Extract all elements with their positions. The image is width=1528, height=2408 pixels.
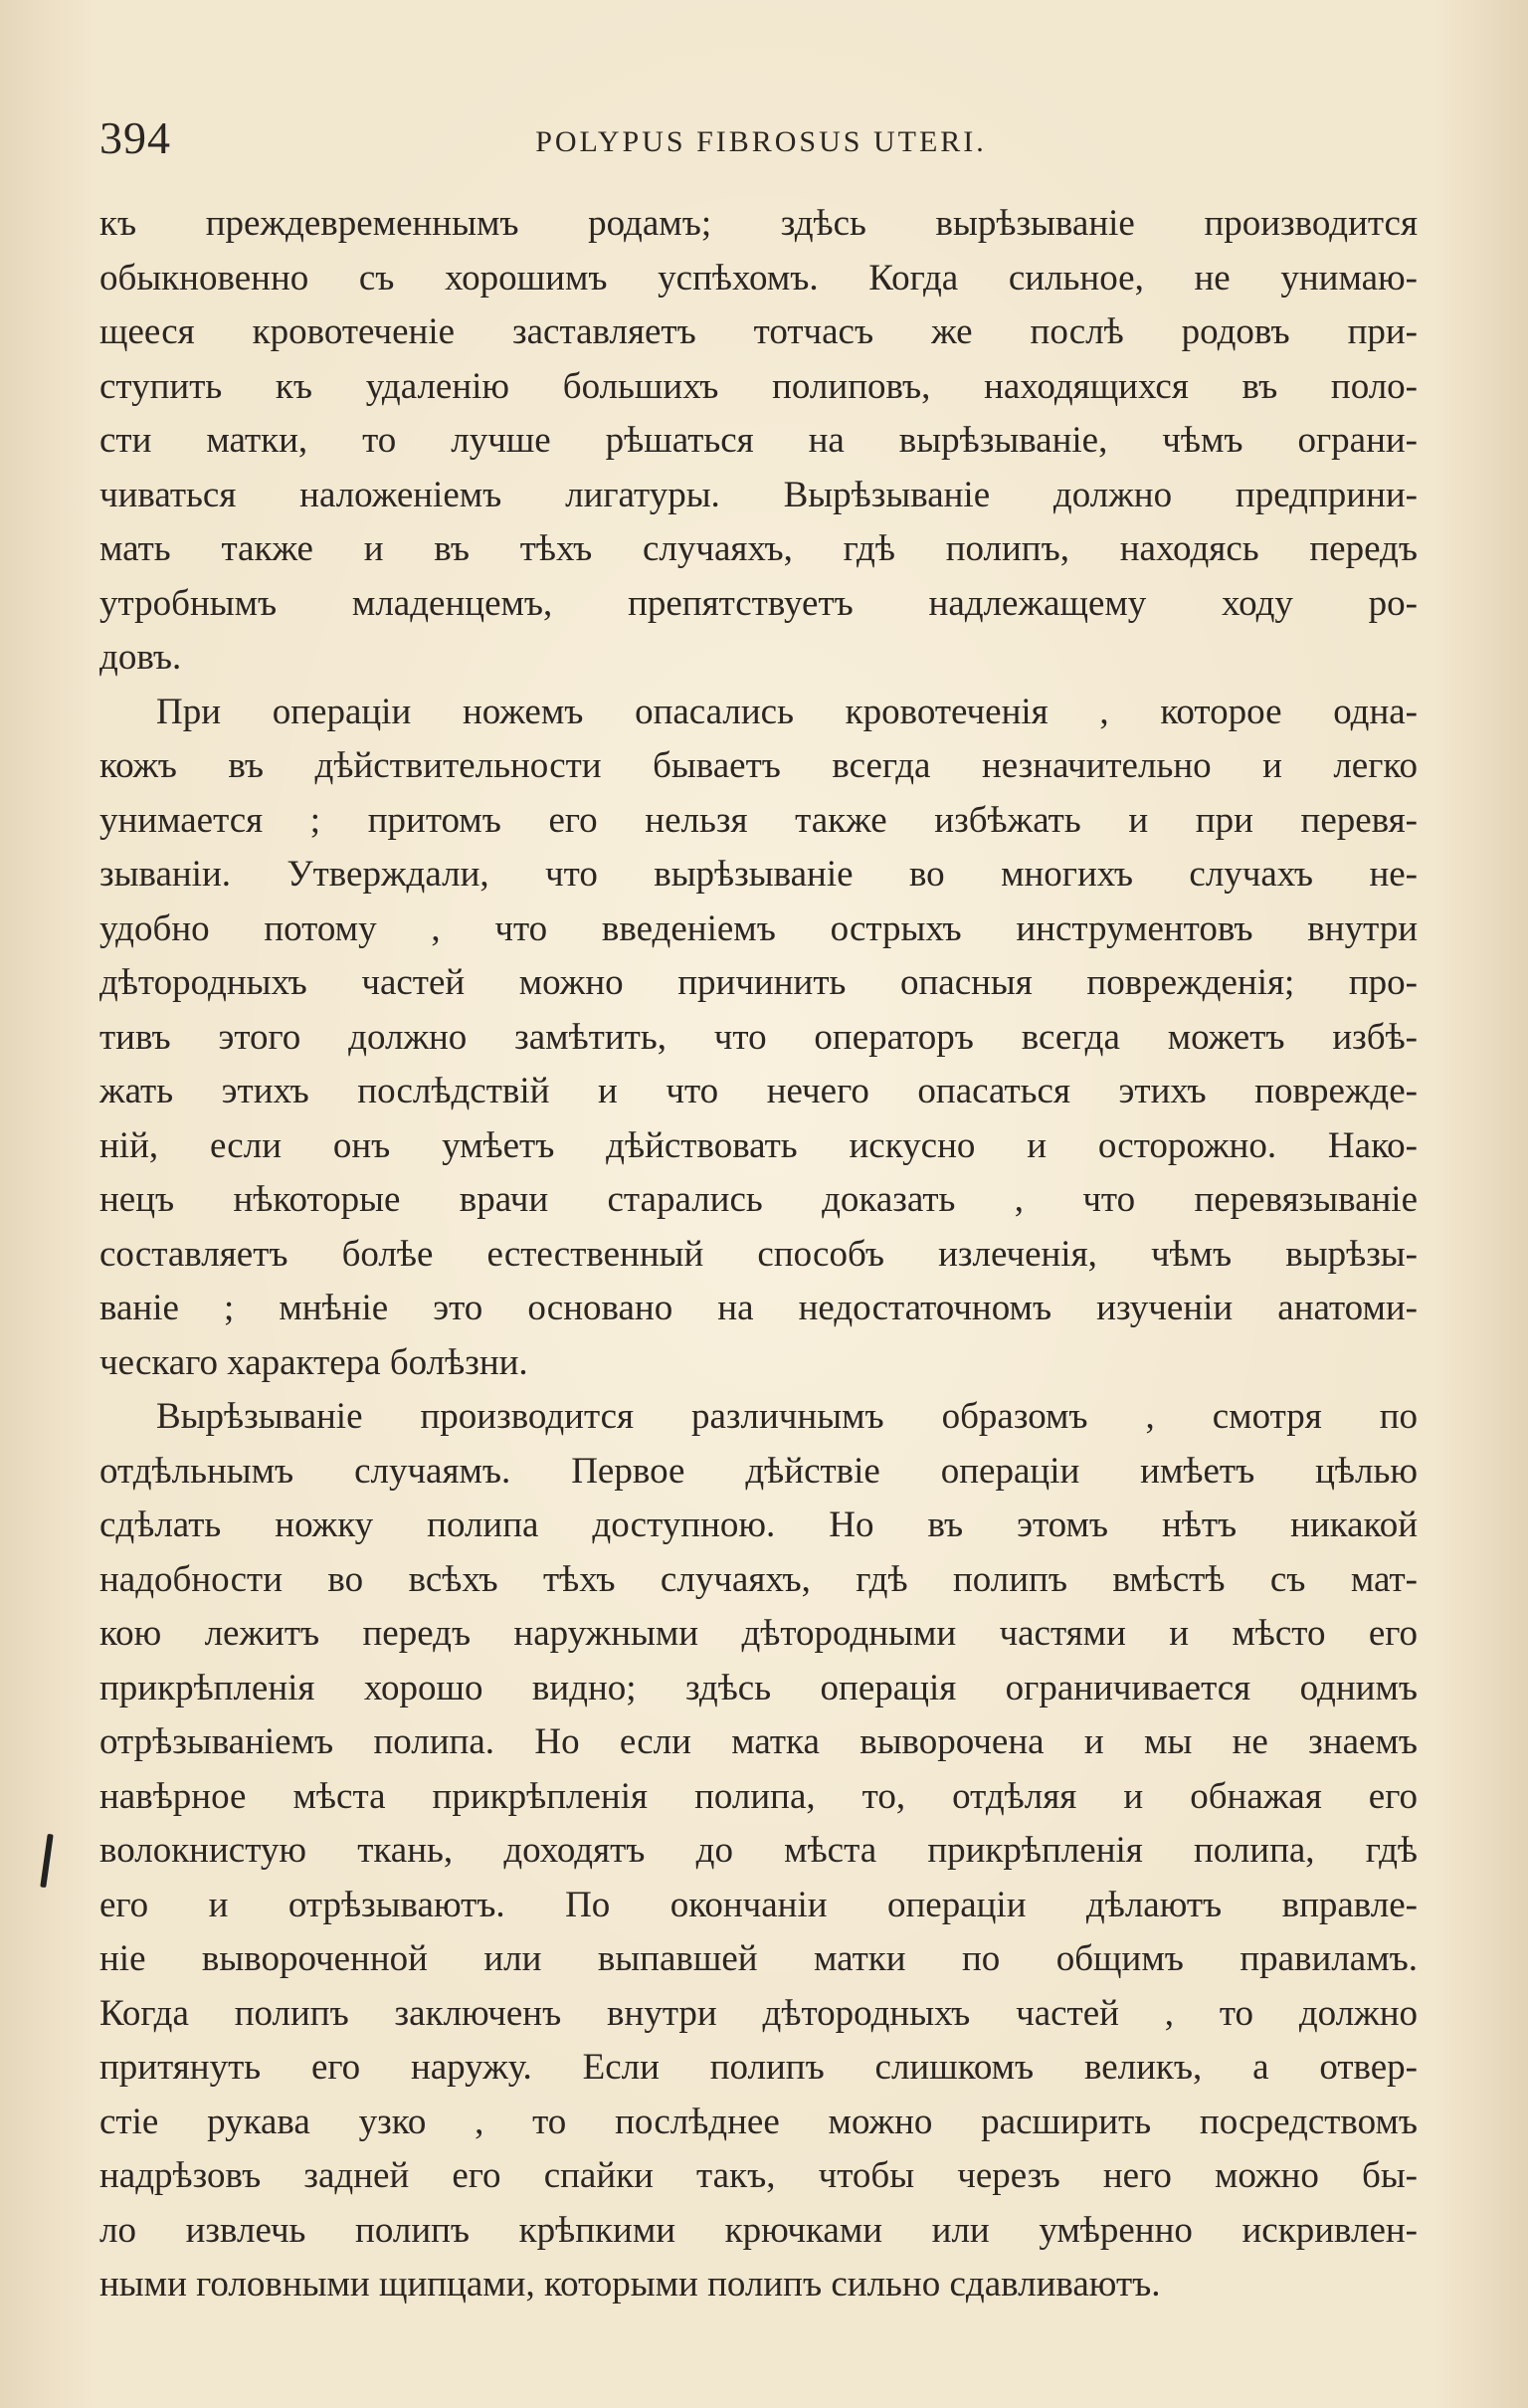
text-line: сдѣлать ножку полипа доступною. Но въ этомъ нѣтъ никакой <box>99 1505 1418 1545</box>
text-line: Когда полипъ заключенъ внутри дѣтородныхъ частей , то должно <box>99 1992 1418 2034</box>
text-line: ступить къ удаленію большихъ полиповъ, находящихся въ поло- <box>99 365 1418 407</box>
body-text <box>99 197 1418 2312</box>
text-line: тивъ этого должно замѣтить, что операторъ всегда можетъ избѣ- <box>99 1016 1418 1058</box>
text-line: отдѣльнымъ случаямъ. Первое дѣйствіе операціи имѣетъ цѣлью <box>99 1450 1418 1492</box>
text-line: чиваться наложеніемъ лигатуры. Вырѣзываніе должно предприни- <box>99 474 1418 515</box>
text-line: удобно потому , что введеніемъ острыхъ инструментовъ внутри <box>99 907 1418 949</box>
text-line: ній, если онъ умѣетъ дѣйствовать искусно и осторожно. Нако- <box>99 1124 1418 1166</box>
text-line: надобности во всѣхъ тѣхъ случаяхъ, гдѣ полипъ вмѣстѣ съ мат- <box>99 1558 1418 1600</box>
text-line: къ преждевременнымъ родамъ; здѣсь вырѣзываніе производится <box>99 203 1418 244</box>
text-line: зываніи. Утверждали, что вырѣзываніе во многихъ случахъ не- <box>99 854 1418 895</box>
text-line: ваніе ; мнѣніе это основано на недостаточномъ изученіи анатоми- <box>99 1288 1418 1328</box>
text-line: отрѣзываніемъ полипа. Но если матка выворочена и мы не знаемъ <box>99 1721 1418 1762</box>
text-line: сти матки, то лучше рѣшаться на вырѣзываніе, чѣмъ ограни- <box>99 420 1418 461</box>
page-number: 394 <box>99 112 171 163</box>
text-line: щееся кровотеченіе заставляетъ тотчасъ же послѣ родовъ при- <box>99 311 1418 352</box>
text-line: унимается ; притомъ его нельзя также избѣжать и при перевя- <box>99 799 1418 841</box>
margin-pencil-mark <box>40 1834 53 1888</box>
text-line: ными головными щипцами, которыми полипъ сильно сдавливаютъ. <box>99 2264 1161 2305</box>
text-line: мать также и въ тѣхъ случаяхъ, гдѣ полипъ, находясь передъ <box>99 528 1418 569</box>
running-title: POLYPUS FIBROSUS UTERI. <box>535 125 987 158</box>
running-head <box>99 111 1423 171</box>
text-line: ло извлечь полипъ крѣпкими крючками или умѣренно искривлен- <box>99 2209 1418 2251</box>
text-line: При операціи ножемъ опасались кровотеченія , которое одна- <box>156 691 1418 732</box>
text-line: навѣрное мѣста прикрѣпленія полипа, то, отдѣляя и обнажая его <box>99 1775 1418 1817</box>
text-line: притянуть его наружу. Если полипъ слишкомъ великъ, а отвер- <box>99 2047 1418 2088</box>
text-line: Вырѣзываніе производится различнымъ образомъ , смотря по <box>156 1396 1418 1437</box>
text-line: жать этихъ послѣдствій и что нечего опасаться этихъ поврежде- <box>99 1071 1418 1111</box>
text-line: его и отрѣзываютъ. По окончаніи операціи дѣлаютъ вправле- <box>99 1884 1418 1925</box>
text-line: кою лежитъ передъ наружными дѣтородными частями и мѣсто его <box>99 1613 1418 1654</box>
text-line: ніе вывороченной или выпавшей матки по общимъ правиламъ. <box>99 1938 1418 1979</box>
text-line: волокнистую ткань, доходятъ до мѣста прикрѣпленія полипа, гдѣ <box>99 1830 1418 1871</box>
text-line: ческаго характера болѣзни. <box>99 1341 528 1383</box>
text-line: нецъ нѣкоторые врачи старались доказать , что перевязываніе <box>99 1179 1418 1220</box>
text-line: утробнымъ младенцемъ, препятствуетъ надлежащему ходу ро- <box>99 582 1418 624</box>
text-line: кожъ въ дѣйствительности бываетъ всегда незначительно и легко <box>99 745 1418 786</box>
text-line: обыкновенно съ хорошимъ успѣхомъ. Когда сильное, не унимаю- <box>99 257 1418 299</box>
text-line: довъ. <box>99 637 182 678</box>
text-line: прикрѣпленія хорошо видно; здѣсь операція ограничивается однимъ <box>99 1667 1418 1708</box>
text-line: дѣтородныхъ частей можно причинить опасныя поврежденія; про- <box>99 962 1418 1003</box>
text-line: надрѣзовъ задней его спайки такъ, чтобы черезъ него можно бы- <box>99 2155 1418 2196</box>
text-line: составляетъ болѣе естественный способъ излеченія, чѣмъ вырѣзы- <box>99 1233 1418 1275</box>
text-line: стіе рукава узко , то послѣднее можно расширить посредствомъ <box>99 2101 1418 2142</box>
